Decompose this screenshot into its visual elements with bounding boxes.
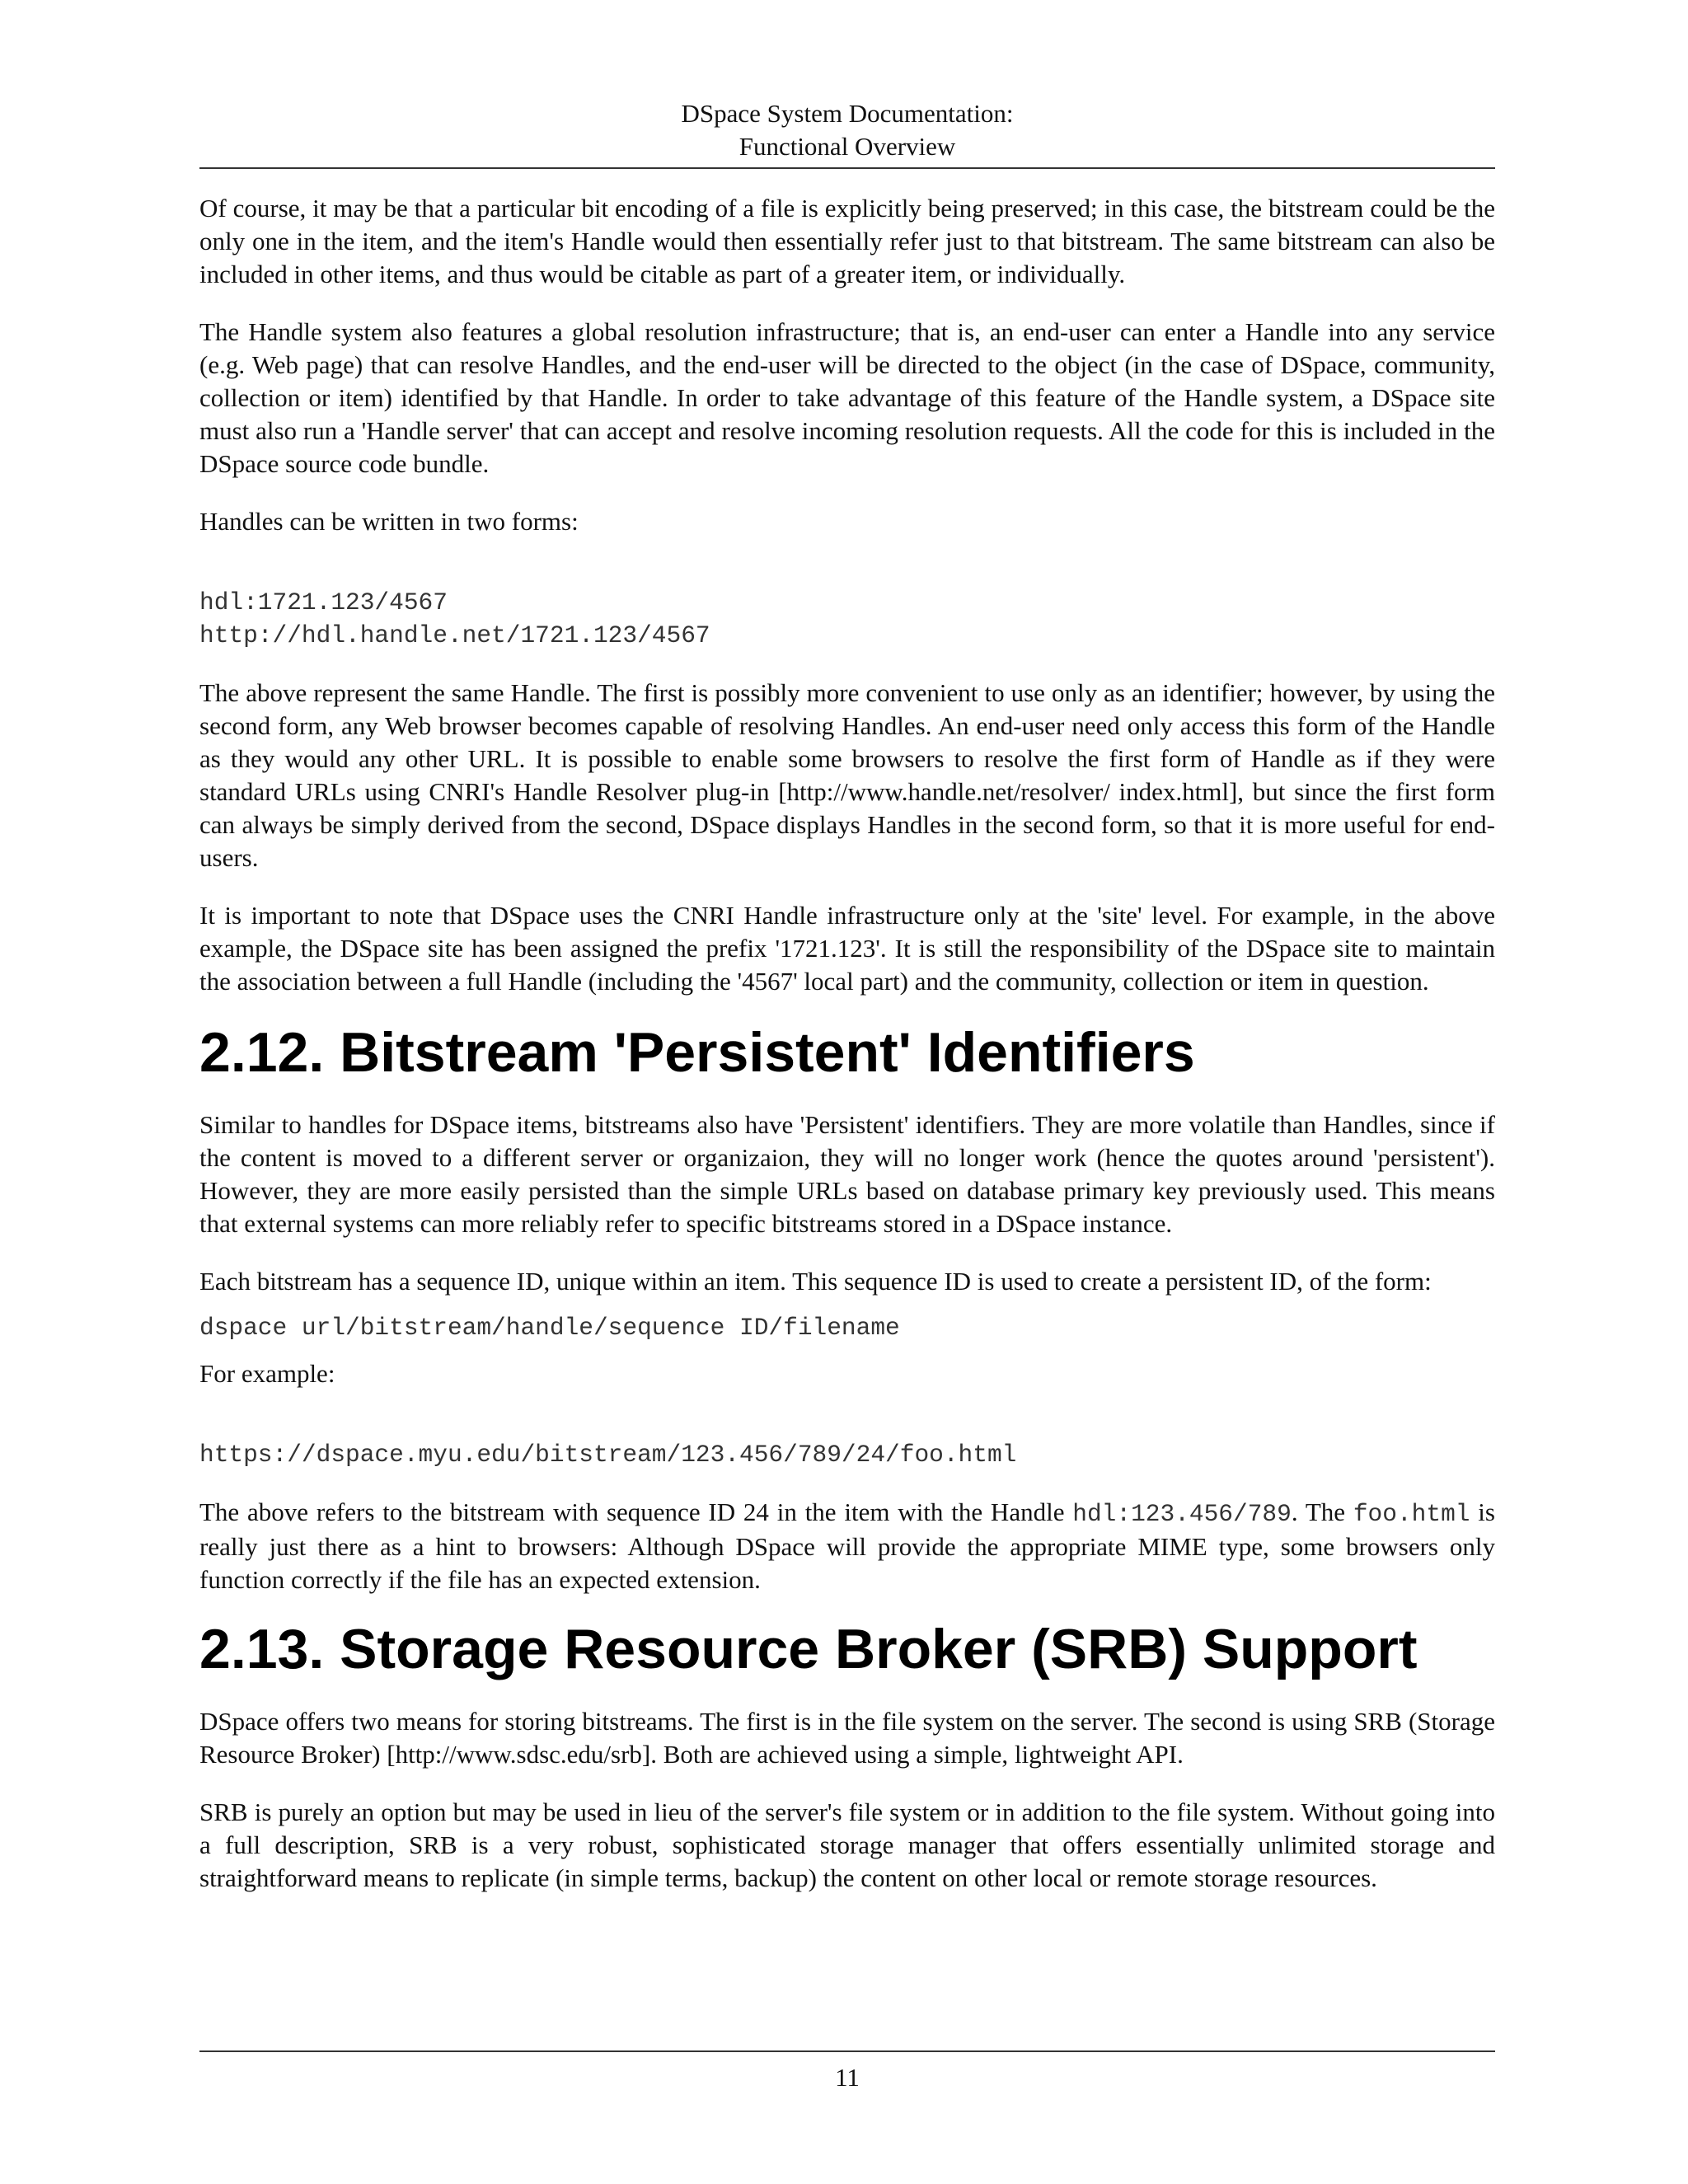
page-number: 11 (835, 2063, 860, 2092)
header-title-line1: DSpace System Documentation: (681, 99, 1014, 128)
footer-divider (199, 2050, 1495, 2052)
paragraph-bitstream-explanation (199, 1496, 1495, 1596)
inline-code-handle: hdl:123.456/789 (1072, 1500, 1292, 1528)
paragraph-for-example: For example: (199, 1359, 335, 1388)
text-segment: is really just there as a hint to browsers: Although DSpace will provide the appropriate MIME type, some browsers only function correctly if the file has an expected extension. (199, 1497, 1495, 1594)
code-line-http: http://hdl.handle.net/1721.123/4567 (199, 621, 710, 649)
paragraph-bit-encoding: Of course, it may be that a particular bit encoding of a file is explicitly being preserved; in this case, the bitstream could be the only one in the item, and the item's Handle would then essentially refer just to that bitstream. The same bitstream can also be included in other items, and thus would be citable as part of a greater item, or individually. (199, 194, 1495, 288)
paragraph-same-handle: The above represent the same Handle. The first is possibly more convenient to use only as an identifier; however, by using the second form, any Web browser becomes capable of resolving Handles. An end-user need only access this form of the Handle as they would any other URL. It is possible to enable some browsers to resolve the first form of Handle as if they were standard URLs using CNRI's Handle Resolver plug-in [http://www.handle.net/resolver/ index.html], but since the first form can always be simply derived from the second, DSpace displays Handles in the second form, so that it is more useful for end-users. (199, 678, 1495, 872)
paragraph-storage-means: DSpace offers two means for storing bitstreams. The first is in the file system on the server. The second is using SRB (Storage Resource Broker) [http://www.sdsc.edu/srb]. Both are achieved using a simple, lightweight API. (199, 1707, 1495, 1769)
paragraph-handle-forms-intro: Handles can be written in two forms: (199, 507, 579, 536)
paragraph-site-level: It is important to note that DSpace uses the CNRI Handle infrastructure only at the 'site' level. For example, in the above example, the DSpace site has been assigned the prefix '1721.123'. It is still the responsibility of the DSpace site to maintain the association between a full Handle (including the '4567' local part) and the community, collection or item in question. (199, 901, 1495, 996)
code-persistent-id-form: dspace url/bitstream/handle/sequence ID/filename (199, 1314, 900, 1342)
code-example-url: https://dspace.myu.edu/bitstream/123.456/789/24/foo.html (199, 1441, 1017, 1469)
header-divider (199, 167, 1495, 169)
paragraph-sequence-id: Each bitstream has a sequence ID, unique within an item. This sequence ID is used to create a persistent ID, of the form: (199, 1267, 1432, 1296)
text-segment: . The (1291, 1497, 1353, 1526)
page-body (199, 192, 1495, 1919)
section-heading-bitstream-identifiers: 2.12. Bitstream 'Persistent' Identifiers (199, 1021, 1195, 1084)
code-block-handle-forms (199, 586, 1495, 652)
inline-code-filename: foo.html (1353, 1500, 1470, 1528)
text-segment: The above refers to the bitstream with sequence ID 24 in the item with the Handle (199, 1497, 1073, 1526)
paragraph-persistent-identifiers: Similar to handles for DSpace items, bitstreams also have 'Persistent' identifiers. They are more volatile than Handles, since if the content is moved to a different server or organizaion, they will no longer work (hence the quotes around 'persistent'). However, they are more easily persisted than the simple URLs based on database primary key previously used. This means that external systems can more reliably refer to specific bitstreams stored in a DSpace instance. (199, 1110, 1495, 1238)
paragraph-handle-resolution: The Handle system also features a global resolution infrastructure; that is, an end-user can enter a Handle into any service (e.g. Web page) that can resolve Handles, and the end-user will be directed to the object (in the case of DSpace, community, collection or item) identified by that Handle. In order to take advantage of this feature of the Handle system, a DSpace site must also run a 'Handle server' that can accept and resolve incoming resolution requests. All the code for this is included in the DSpace source code bundle. (199, 317, 1495, 478)
running-header (199, 97, 1495, 163)
section-heading-srb-support: 2.13. Storage Resource Broker (SRB) Support (199, 1618, 1418, 1680)
header-title-line2: Functional Overview (738, 132, 956, 161)
code-line-hdl: hdl:1721.123/4567 (199, 588, 448, 616)
paragraph-srb-option: SRB is purely an option but may be used in lieu of the server's file system or in addition to the file system. Without going into a full description, SRB is a very robust, sophisticated storage manager that offers essentially unlimited storage and straightforward means to replicate (in simple terms, backup) the content on other local or remote storage resources. (199, 1797, 1495, 1892)
